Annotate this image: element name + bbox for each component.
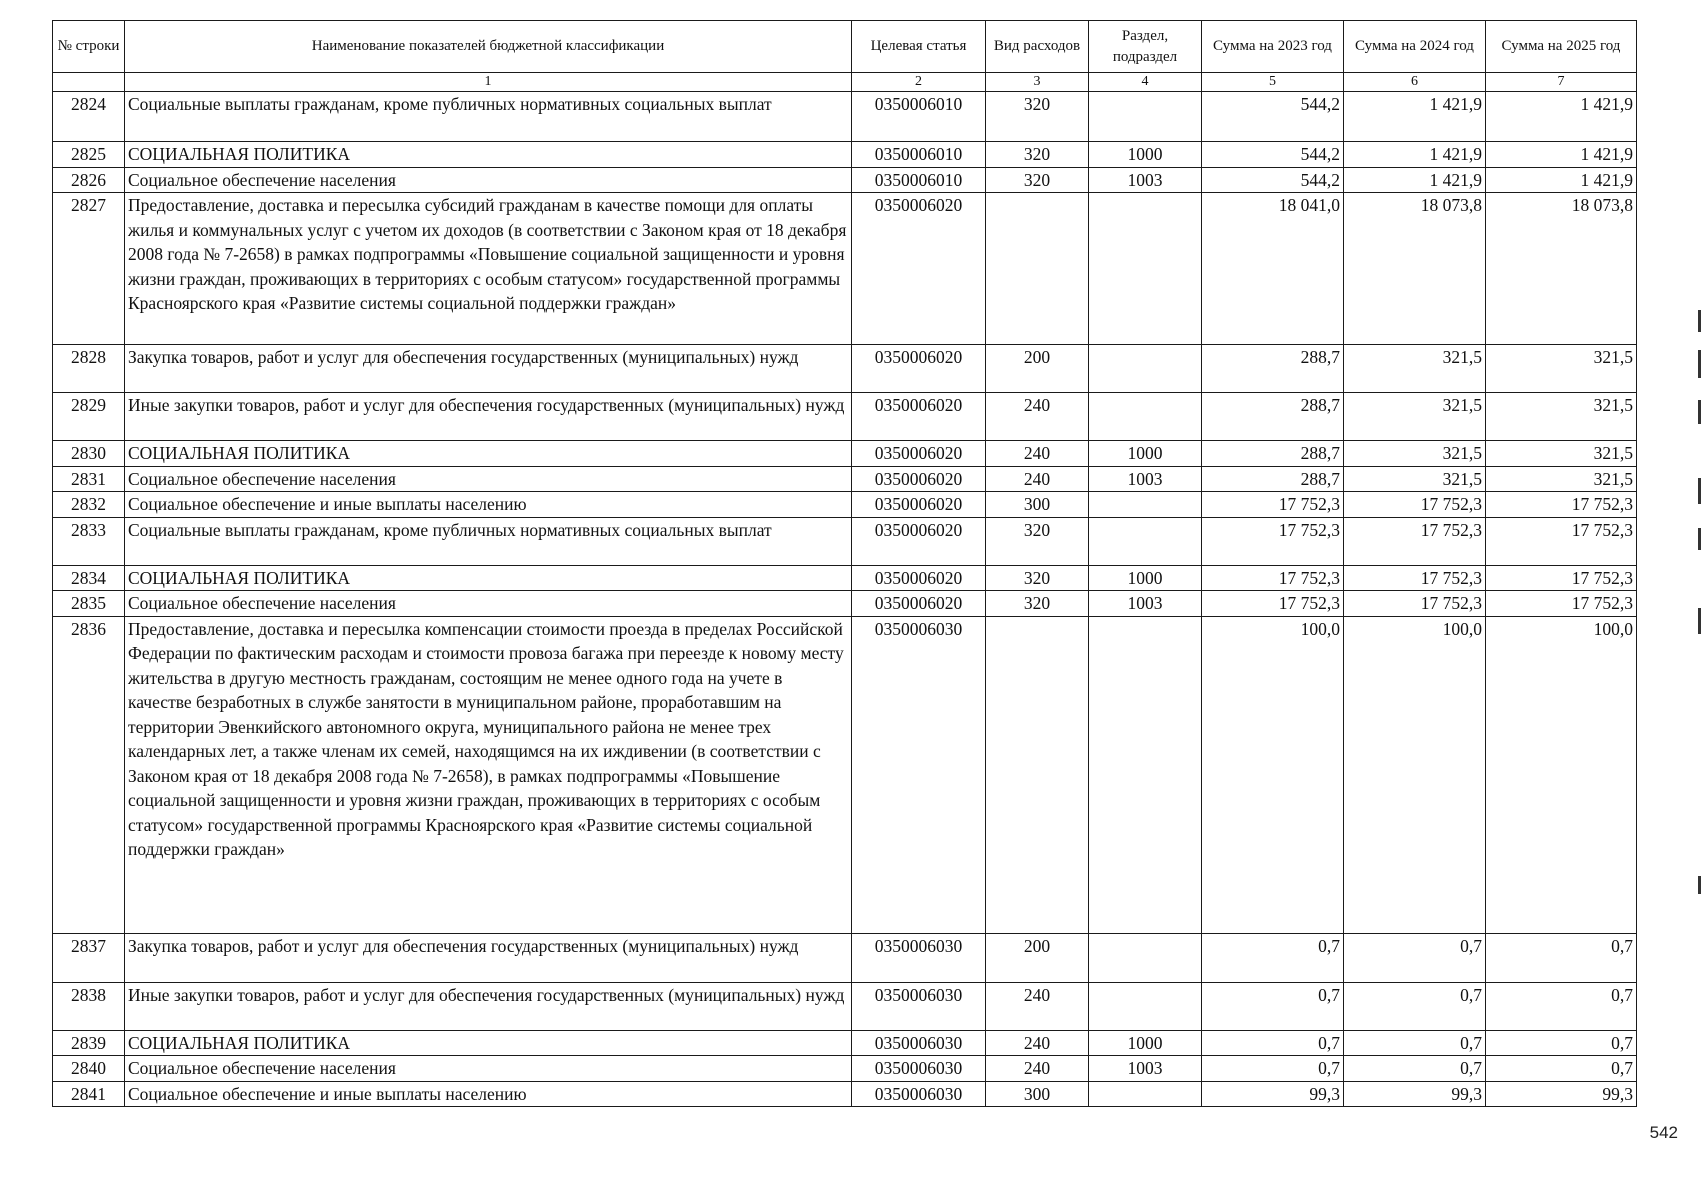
row-sum-2024: 1 421,9 <box>1344 142 1486 168</box>
header-sum-2025: Сумма на 2025 год <box>1486 21 1637 73</box>
row-number: 2824 <box>53 92 125 142</box>
margin-scan-mark <box>1698 478 1701 504</box>
row-expense-type: 300 <box>986 1081 1089 1107</box>
row-sum-2023: 17 752,3 <box>1202 591 1344 617</box>
margin-scan-mark <box>1698 876 1701 894</box>
row-number: 2838 <box>53 982 125 1030</box>
row-sum-2024: 321,5 <box>1344 393 1486 441</box>
table-row <box>53 1056 1637 1082</box>
row-sum-2024: 1 421,9 <box>1344 92 1486 142</box>
row-sum-2024: 18 073,8 <box>1344 193 1486 345</box>
row-sum-2025: 17 752,3 <box>1486 565 1637 591</box>
row-sum-2023: 544,2 <box>1202 167 1344 193</box>
row-expense-type: 320 <box>986 92 1089 142</box>
row-target-article: 0350006030 <box>852 1081 986 1107</box>
row-sum-2025: 0,7 <box>1486 1056 1637 1082</box>
row-sum-2023: 0,7 <box>1202 1056 1344 1082</box>
row-sum-2025: 1 421,9 <box>1486 142 1637 168</box>
row-sum-2025: 1 421,9 <box>1486 167 1637 193</box>
row-sum-2023: 17 752,3 <box>1202 565 1344 591</box>
row-section <box>1089 616 1202 933</box>
row-sum-2023: 288,7 <box>1202 466 1344 492</box>
row-target-article: 0350006010 <box>852 142 986 168</box>
margin-scan-mark <box>1698 528 1701 550</box>
row-section <box>1089 193 1202 345</box>
row-section: 1003 <box>1089 466 1202 492</box>
margin-scan-mark <box>1698 400 1701 424</box>
row-sum-2023: 288,7 <box>1202 345 1344 393</box>
row-name: Иные закупки товаров, работ и услуг для обеспечения государственных (муниципальных) нужд <box>125 982 852 1030</box>
row-sum-2024: 0,7 <box>1344 1056 1486 1082</box>
row-section: 1000 <box>1089 1030 1202 1056</box>
row-name: Предоставление, доставка и пересылка субсидий гражданам в качестве помощи для оплаты жилья и коммунальных услуг с учетом их доходов (в соответствии с Законом края от 18 декабря 2008 года № 7-2658) в рамках подпрограммы «Повышение социальной защищенности и уровня жизни граждан, проживающих в территориях с особым статусом» государственной программы Красноярского края «Развитие системы социальной поддержки граждан» <box>125 193 852 345</box>
row-name: Предоставление, доставка и пересылка компенсации стоимости проезда в пределах Российской Федерации по фактическим расходам и стоимости провоза багажа при переезде к новому месту жительства в другую местность гражданам, состоящим не менее одного года на учете в качестве безработных в службе занятости в муниципальном районе, проработавшим на территории Эвенкийского автономного округа, муниципального района не менее трех календарных лет, а также членам их семей, находящимся на их иждивении (в соответствии с Законом края от 18 декабря 2008 года № 7-2658), в рамках подпрограммы «Повышение социальной защищенности и уровня жизни граждан, проживающих в территориях с особым статусом» государственной программы Красноярского края «Развитие системы социальной поддержки граждан» <box>125 616 852 933</box>
row-section <box>1089 492 1202 518</box>
row-number: 2841 <box>53 1081 125 1107</box>
row-expense-type: 320 <box>986 517 1089 565</box>
row-name: Социальные выплаты гражданам, кроме публичных нормативных социальных выплат <box>125 517 852 565</box>
row-sum-2025: 321,5 <box>1486 441 1637 467</box>
table-header <box>53 21 1637 92</box>
row-expense-type: 240 <box>986 441 1089 467</box>
row-number: 2829 <box>53 393 125 441</box>
row-sum-2025: 0,7 <box>1486 982 1637 1030</box>
row-name: Закупка товаров, работ и услуг для обеспечения государственных (муниципальных) нужд <box>125 933 852 982</box>
row-name: СОЦИАЛЬНАЯ ПОЛИТИКА <box>125 142 852 168</box>
row-section: 1000 <box>1089 441 1202 467</box>
row-number: 2827 <box>53 193 125 345</box>
row-sum-2023: 288,7 <box>1202 393 1344 441</box>
table-row <box>53 1030 1637 1056</box>
table-row <box>53 92 1637 142</box>
row-sum-2023: 17 752,3 <box>1202 492 1344 518</box>
row-expense-type: 320 <box>986 167 1089 193</box>
row-number: 2835 <box>53 591 125 617</box>
row-sum-2024: 100,0 <box>1344 616 1486 933</box>
table-row <box>53 193 1637 345</box>
row-name: Социальное обеспечение населения <box>125 591 852 617</box>
row-sum-2024: 0,7 <box>1344 933 1486 982</box>
row-name: Социальное обеспечение населения <box>125 466 852 492</box>
column-number: 1 <box>125 73 852 92</box>
row-number: 2839 <box>53 1030 125 1056</box>
row-number: 2834 <box>53 565 125 591</box>
row-target-article: 0350006020 <box>852 345 986 393</box>
table-row <box>53 565 1637 591</box>
row-number: 2836 <box>53 616 125 933</box>
row-target-article: 0350006030 <box>852 933 986 982</box>
margin-scan-mark <box>1698 608 1701 634</box>
row-target-article: 0350006020 <box>852 517 986 565</box>
row-sum-2023: 544,2 <box>1202 92 1344 142</box>
margin-scan-mark <box>1698 350 1701 378</box>
row-sum-2025: 18 073,8 <box>1486 193 1637 345</box>
row-sum-2024: 17 752,3 <box>1344 591 1486 617</box>
row-sum-2025: 17 752,3 <box>1486 591 1637 617</box>
row-target-article: 0350006030 <box>852 616 986 933</box>
row-name: Иные закупки товаров, работ и услуг для обеспечения государственных (муниципальных) нужд <box>125 393 852 441</box>
row-sum-2025: 0,7 <box>1486 1030 1637 1056</box>
row-expense-type: 240 <box>986 393 1089 441</box>
row-sum-2025: 17 752,3 <box>1486 492 1637 518</box>
row-sum-2025: 321,5 <box>1486 393 1637 441</box>
row-target-article: 0350006010 <box>852 167 986 193</box>
row-expense-type: 240 <box>986 466 1089 492</box>
row-section <box>1089 393 1202 441</box>
row-number: 2830 <box>53 441 125 467</box>
row-name: СОЦИАЛЬНАЯ ПОЛИТИКА <box>125 1030 852 1056</box>
row-target-article: 0350006030 <box>852 1030 986 1056</box>
header-target-article: Целевая статья <box>852 21 986 73</box>
row-sum-2023: 288,7 <box>1202 441 1344 467</box>
row-section <box>1089 933 1202 982</box>
row-sum-2023: 100,0 <box>1202 616 1344 933</box>
row-expense-type: 240 <box>986 1030 1089 1056</box>
row-name: Социальное обеспечение населения <box>125 167 852 193</box>
column-number: 6 <box>1344 73 1486 92</box>
header-row-number: № строки <box>53 21 125 73</box>
row-section: 1000 <box>1089 565 1202 591</box>
margin-scan-mark <box>1698 310 1701 332</box>
row-sum-2023: 0,7 <box>1202 933 1344 982</box>
row-number: 2837 <box>53 933 125 982</box>
column-number: 4 <box>1089 73 1202 92</box>
row-target-article: 0350006020 <box>852 565 986 591</box>
table-row <box>53 466 1637 492</box>
row-section <box>1089 982 1202 1030</box>
row-section: 1003 <box>1089 1056 1202 1082</box>
row-target-article: 0350006020 <box>852 591 986 617</box>
row-name: СОЦИАЛЬНАЯ ПОЛИТИКА <box>125 565 852 591</box>
row-sum-2023: 0,7 <box>1202 1030 1344 1056</box>
row-section <box>1089 345 1202 393</box>
column-number <box>53 73 125 92</box>
page-number: 542 <box>1649 1123 1678 1142</box>
column-number: 7 <box>1486 73 1637 92</box>
row-target-article: 0350006030 <box>852 1056 986 1082</box>
row-sum-2023: 0,7 <box>1202 982 1344 1030</box>
table-row <box>53 441 1637 467</box>
row-section: 1003 <box>1089 167 1202 193</box>
table-row <box>53 982 1637 1030</box>
header-expense-type: Вид расходов <box>986 21 1089 73</box>
header-sum-2023: Сумма на 2023 год <box>1202 21 1344 73</box>
row-name: СОЦИАЛЬНАЯ ПОЛИТИКА <box>125 441 852 467</box>
row-expense-type: 200 <box>986 933 1089 982</box>
row-number: 2826 <box>53 167 125 193</box>
row-sum-2025: 17 752,3 <box>1486 517 1637 565</box>
budget-table <box>52 20 1637 1107</box>
row-sum-2025: 321,5 <box>1486 466 1637 492</box>
column-number-row <box>53 73 1637 92</box>
row-sum-2025: 99,3 <box>1486 1081 1637 1107</box>
row-sum-2025: 0,7 <box>1486 933 1637 982</box>
row-section <box>1089 1081 1202 1107</box>
table-row <box>53 517 1637 565</box>
row-sum-2023: 18 041,0 <box>1202 193 1344 345</box>
row-section <box>1089 92 1202 142</box>
row-expense-type: 240 <box>986 1056 1089 1082</box>
row-target-article: 0350006020 <box>852 441 986 467</box>
row-target-article: 0350006020 <box>852 466 986 492</box>
row-expense-type: 320 <box>986 591 1089 617</box>
column-number: 3 <box>986 73 1089 92</box>
row-section: 1003 <box>1089 591 1202 617</box>
row-target-article: 0350006020 <box>852 492 986 518</box>
row-expense-type: 320 <box>986 142 1089 168</box>
row-number: 2825 <box>53 142 125 168</box>
row-name: Социальное обеспечение населения <box>125 1056 852 1082</box>
row-sum-2024: 1 421,9 <box>1344 167 1486 193</box>
row-sum-2024: 321,5 <box>1344 441 1486 467</box>
header-section: Раздел, подраздел <box>1089 21 1202 73</box>
row-sum-2024: 321,5 <box>1344 466 1486 492</box>
row-expense-type: 300 <box>986 492 1089 518</box>
table-body <box>53 92 1637 1107</box>
row-name: Закупка товаров, работ и услуг для обеспечения государственных (муниципальных) нужд <box>125 345 852 393</box>
row-expense-type: 240 <box>986 982 1089 1030</box>
row-sum-2023: 544,2 <box>1202 142 1344 168</box>
row-sum-2023: 17 752,3 <box>1202 517 1344 565</box>
row-expense-type: 320 <box>986 565 1089 591</box>
row-number: 2840 <box>53 1056 125 1082</box>
row-target-article: 0350006030 <box>852 982 986 1030</box>
row-number: 2833 <box>53 517 125 565</box>
row-sum-2024: 0,7 <box>1344 982 1486 1030</box>
row-sum-2024: 17 752,3 <box>1344 565 1486 591</box>
table-row <box>53 492 1637 518</box>
row-target-article: 0350006010 <box>852 92 986 142</box>
table-row <box>53 591 1637 617</box>
row-sum-2025: 1 421,9 <box>1486 92 1637 142</box>
table-row <box>53 345 1637 393</box>
row-section: 1000 <box>1089 142 1202 168</box>
row-sum-2025: 321,5 <box>1486 345 1637 393</box>
row-target-article: 0350006020 <box>852 393 986 441</box>
row-sum-2024: 0,7 <box>1344 1030 1486 1056</box>
row-target-article: 0350006020 <box>852 193 986 345</box>
row-number: 2828 <box>53 345 125 393</box>
row-name: Социальное обеспечение и иные выплаты населению <box>125 1081 852 1107</box>
row-sum-2025: 100,0 <box>1486 616 1637 933</box>
row-name: Социальные выплаты гражданам, кроме публичных нормативных социальных выплат <box>125 92 852 142</box>
table-row <box>53 1081 1637 1107</box>
table-row <box>53 142 1637 168</box>
row-expense-type <box>986 616 1089 933</box>
header-name: Наименование показателей бюджетной классификации <box>125 21 852 73</box>
table-row <box>53 933 1637 982</box>
row-expense-type: 200 <box>986 345 1089 393</box>
table-row <box>53 616 1637 933</box>
header-sum-2024: Сумма на 2024 год <box>1344 21 1486 73</box>
row-expense-type <box>986 193 1089 345</box>
row-sum-2023: 99,3 <box>1202 1081 1344 1107</box>
row-name: Социальное обеспечение и иные выплаты населению <box>125 492 852 518</box>
table-row <box>53 393 1637 441</box>
row-number: 2832 <box>53 492 125 518</box>
column-number: 5 <box>1202 73 1344 92</box>
row-section <box>1089 517 1202 565</box>
row-sum-2024: 17 752,3 <box>1344 492 1486 518</box>
row-sum-2024: 17 752,3 <box>1344 517 1486 565</box>
table-row <box>53 167 1637 193</box>
row-sum-2024: 321,5 <box>1344 345 1486 393</box>
row-number: 2831 <box>53 466 125 492</box>
column-number: 2 <box>852 73 986 92</box>
row-sum-2024: 99,3 <box>1344 1081 1486 1107</box>
